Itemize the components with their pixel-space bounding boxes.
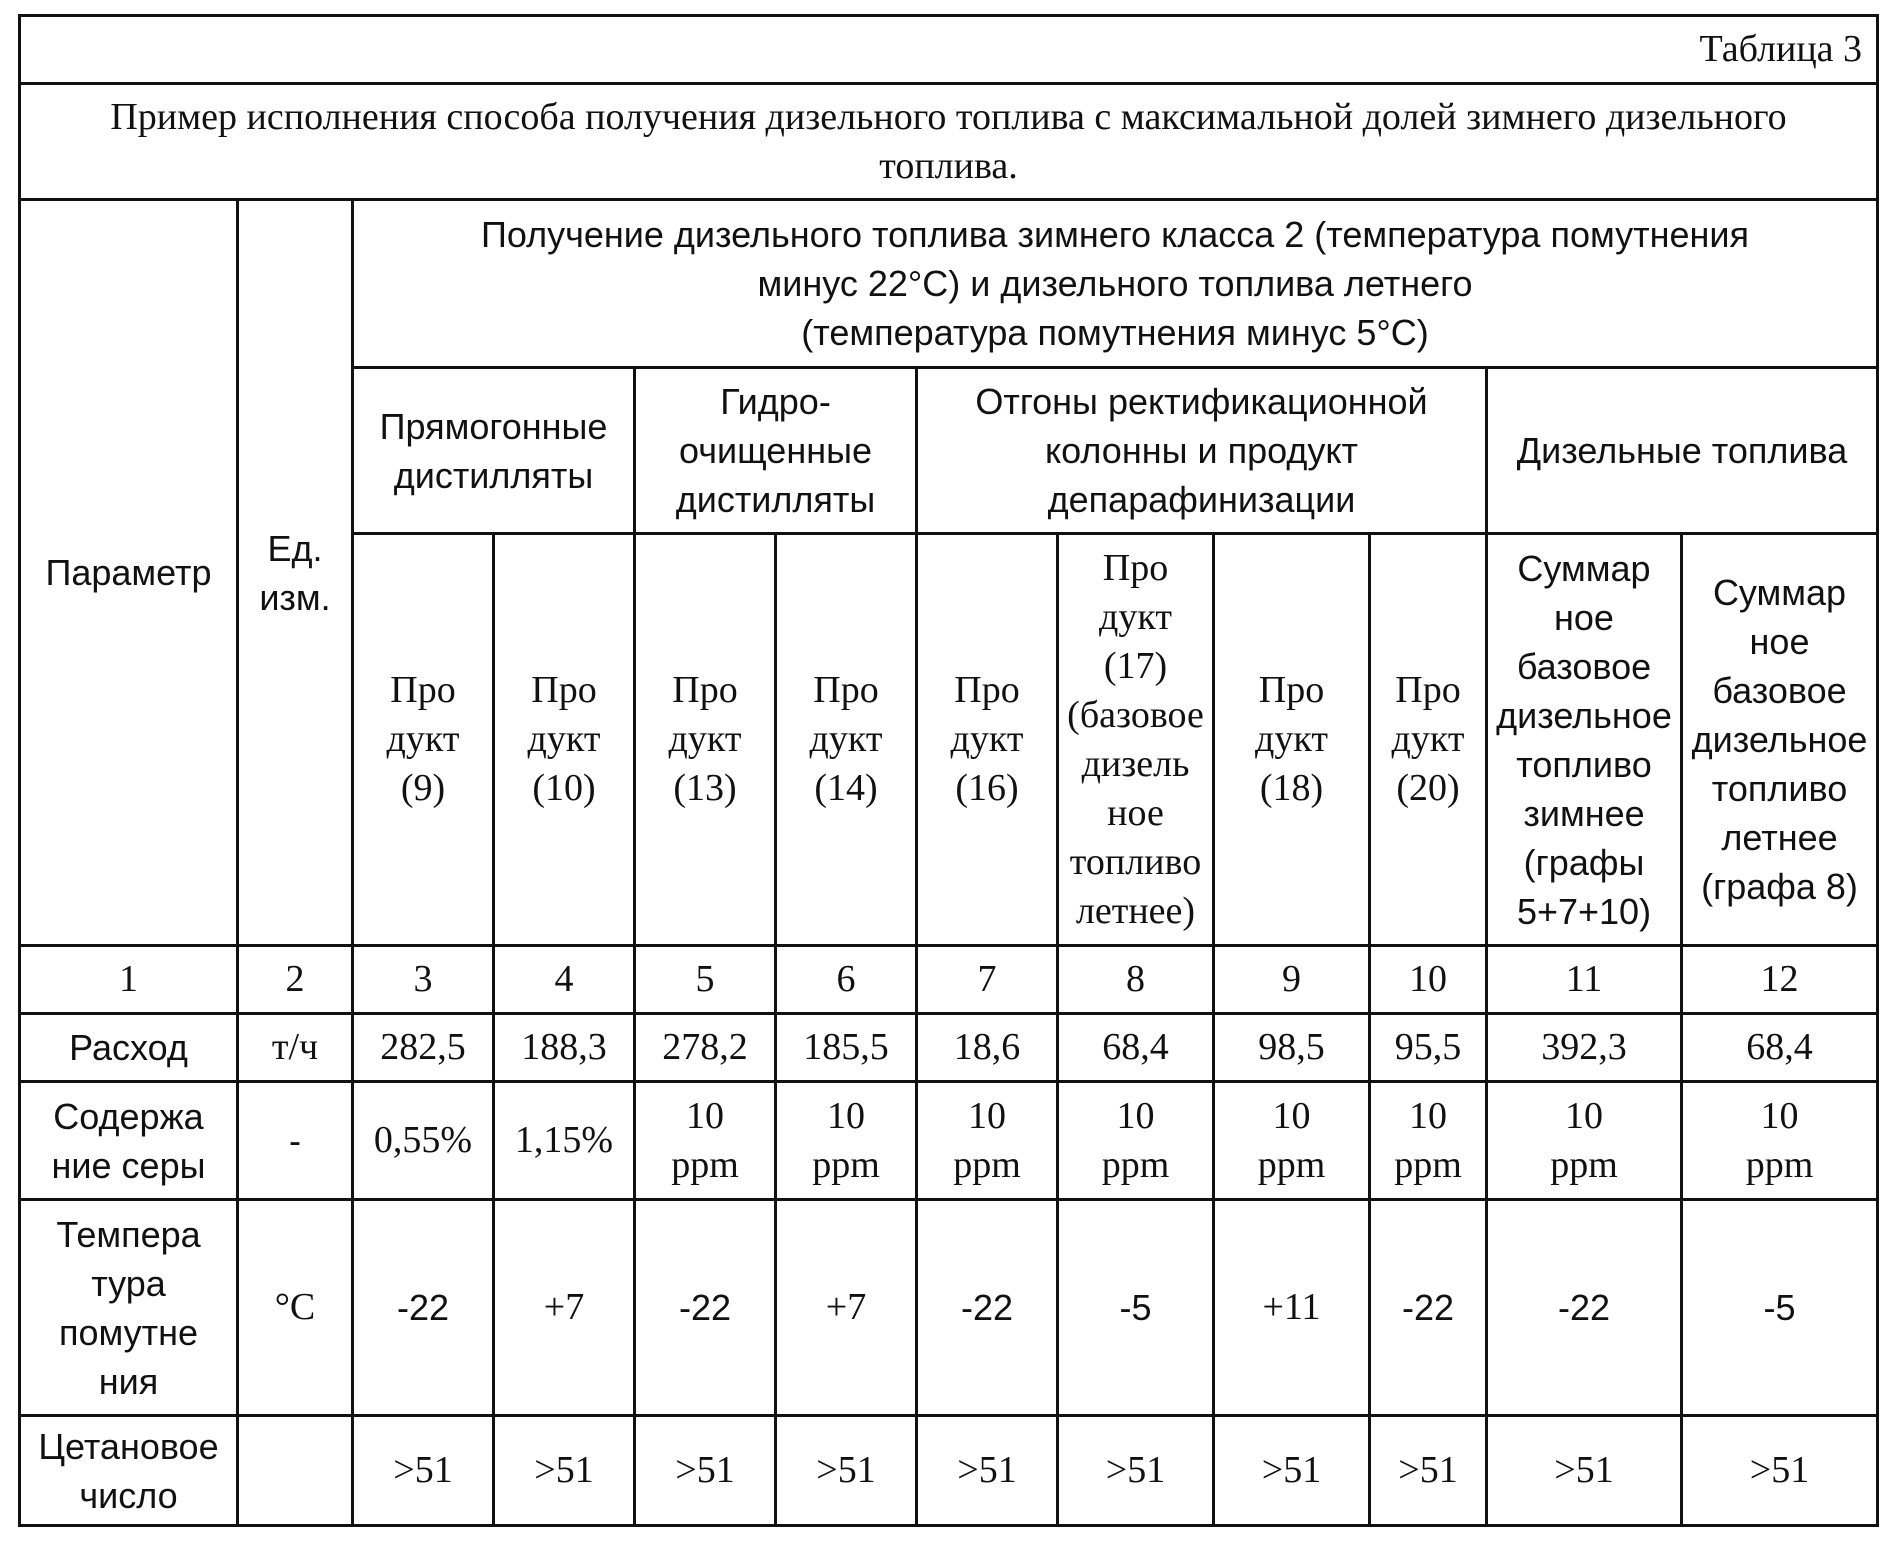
row-unit	[238, 1416, 353, 1526]
column-header-12: Суммар ное базовое дизельное топливо летнее (графа 8)	[1682, 534, 1878, 946]
row-unit: -	[238, 1082, 353, 1200]
table-cell: >51	[635, 1416, 776, 1526]
column-number: 8	[1058, 946, 1214, 1014]
row-param: Темпера тура помутне ния	[20, 1200, 238, 1416]
subgroup-diesel-fuels: Дизельные топлива	[1487, 368, 1878, 534]
table-cell: -5	[1058, 1200, 1214, 1416]
column-number: 5	[635, 946, 776, 1014]
table-cell: >51	[1214, 1416, 1370, 1526]
column-header-4: Про дукт (10)	[494, 534, 635, 946]
table-cell: 68,4	[1058, 1014, 1214, 1082]
row-unit: °С	[238, 1200, 353, 1416]
table-cell: 10 ppm	[917, 1082, 1058, 1200]
column-number: 3	[353, 946, 494, 1014]
row-param: Цетановое число	[20, 1416, 238, 1526]
table-row-cloud-point	[20, 1200, 1878, 1416]
data-table	[18, 14, 1879, 1527]
column-number: 2	[238, 946, 353, 1014]
table-row-flow	[20, 1014, 1878, 1082]
column-header-10: Про дукт (20)	[1370, 534, 1487, 946]
table-cell: 392,3	[1487, 1014, 1682, 1082]
table-cell: 95,5	[1370, 1014, 1487, 1082]
table-cell: -22	[353, 1200, 494, 1416]
table-row-sulfur	[20, 1082, 1878, 1200]
column-number: 6	[776, 946, 917, 1014]
subgroup-hydrotreated: Гидро- очищенные дистилляты	[635, 368, 917, 534]
table-cell: >51	[1058, 1416, 1214, 1526]
header-param: Параметр	[20, 200, 238, 946]
table-cell: -5	[1682, 1200, 1878, 1416]
row-unit: т/ч	[238, 1014, 353, 1082]
table-cell: 10 ppm	[1370, 1082, 1487, 1200]
column-numbers-row	[20, 946, 1878, 1014]
column-number: 9	[1214, 946, 1370, 1014]
table-cell: >51	[1682, 1416, 1878, 1526]
table-cell: >51	[776, 1416, 917, 1526]
table-cell: >51	[1487, 1416, 1682, 1526]
column-header-9: Про дукт (18)	[1214, 534, 1370, 946]
column-number: 7	[917, 946, 1058, 1014]
table-cell: 10 ppm	[776, 1082, 917, 1200]
table-cell: 282,5	[353, 1014, 494, 1082]
subgroup-straight-run: Прямогонные дистилляты	[353, 368, 635, 534]
table-cell: >51	[917, 1416, 1058, 1526]
subgroup-distillates: Отгоны ректификационной колонны и продукт депарафинизации	[917, 368, 1487, 534]
table-cell: -22	[1487, 1200, 1682, 1416]
table-cell: 0,55%	[353, 1082, 494, 1200]
column-number: 1	[20, 946, 238, 1014]
column-header-5: Про дукт (13)	[635, 534, 776, 946]
column-header-3: Про дукт (9)	[353, 534, 494, 946]
table-cell: +7	[494, 1200, 635, 1416]
column-number: 12	[1682, 946, 1878, 1014]
table-cell: >51	[1370, 1416, 1487, 1526]
row-param: Содержа ние серы	[20, 1082, 238, 1200]
table-cell: +7	[776, 1200, 917, 1416]
table-cell: 10 ppm	[1214, 1082, 1370, 1200]
table-cell: -22	[1370, 1200, 1487, 1416]
table-caption: Таблица 3	[20, 16, 1878, 84]
document-page	[18, 14, 1876, 1527]
table-cell: 185,5	[776, 1014, 917, 1082]
table-cell: +11	[1214, 1200, 1370, 1416]
column-number: 4	[494, 946, 635, 1014]
column-header-8: Про дукт (17) (базовое дизель ное топливо летнее)	[1058, 534, 1214, 946]
table-title: Пример исполнения способа получения дизельного топлива с максимальной долей зимнего дизельного топлива.	[20, 84, 1878, 200]
table-cell: 10 ppm	[1682, 1082, 1878, 1200]
table-row-cetane	[20, 1416, 1878, 1526]
header-unit: Ед. изм.	[238, 200, 353, 946]
table-cell: -22	[917, 1200, 1058, 1416]
column-number: 10	[1370, 946, 1487, 1014]
table-cell: >51	[494, 1416, 635, 1526]
table-cell: 278,2	[635, 1014, 776, 1082]
column-header-7: Про дукт (16)	[917, 534, 1058, 946]
table-cell: 10 ppm	[635, 1082, 776, 1200]
table-cell: 10 ppm	[1058, 1082, 1214, 1200]
header-group-title: Получение дизельного топлива зимнего класса 2 (температура помутнения минус 22°С) и дизельного топлива летнего (температура помутнения минус 5°С)	[353, 200, 1878, 368]
table-cell: 18,6	[917, 1014, 1058, 1082]
table-cell: 98,5	[1214, 1014, 1370, 1082]
column-header-11: Суммар ное базовое дизельное топливо зимнее (графы 5+7+10)	[1487, 534, 1682, 946]
table-cell: 10 ppm	[1487, 1082, 1682, 1200]
table-cell: 1,15%	[494, 1082, 635, 1200]
table-cell: -22	[635, 1200, 776, 1416]
table-cell: >51	[353, 1416, 494, 1526]
table-cell: 68,4	[1682, 1014, 1878, 1082]
table-cell: 188,3	[494, 1014, 635, 1082]
column-header-6: Про дукт (14)	[776, 534, 917, 946]
row-param: Расход	[20, 1014, 238, 1082]
column-number: 11	[1487, 946, 1682, 1014]
